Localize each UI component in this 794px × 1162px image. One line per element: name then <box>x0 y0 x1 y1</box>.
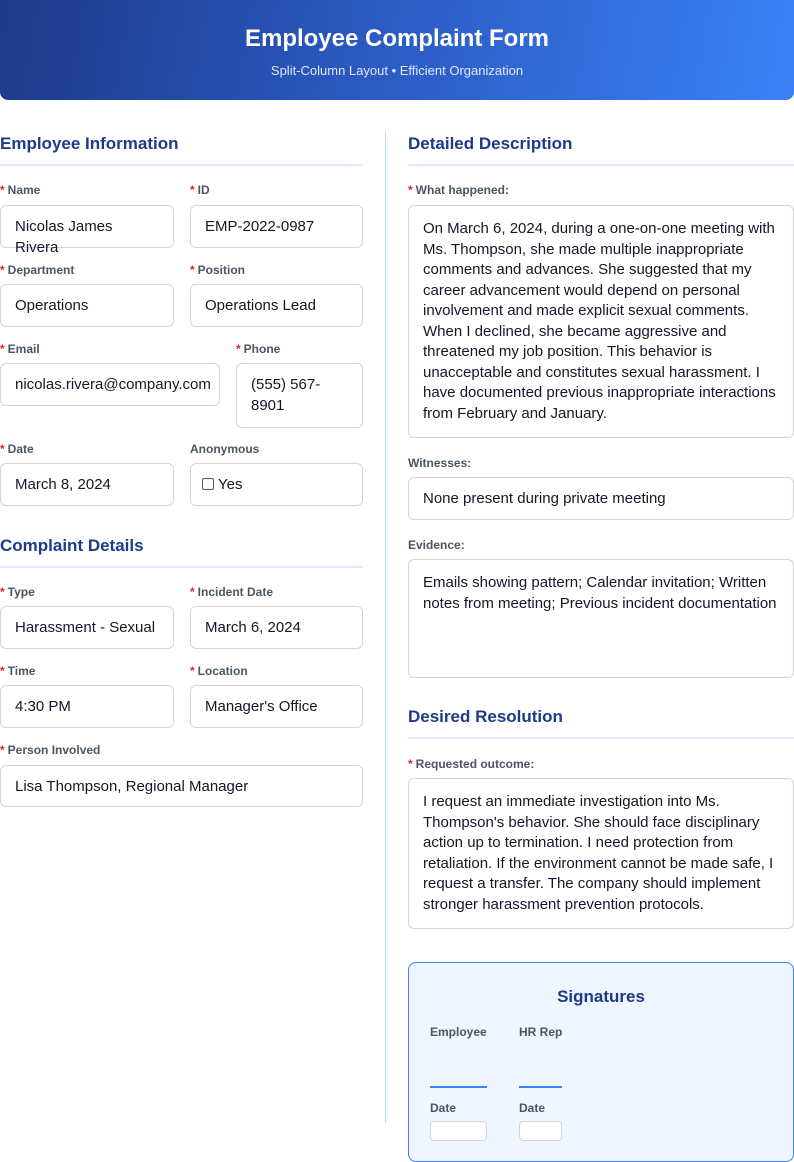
location-field[interactable]: Manager's Office <box>190 685 363 728</box>
person-involved-label: * Person Involved <box>0 743 101 757</box>
hr-signature-label: HR Rep <box>519 1025 563 1039</box>
id-field[interactable]: EMP-2022-0987 <box>190 205 363 248</box>
date-field[interactable]: March 8, 2024 <box>0 463 174 506</box>
page-subtitle: Split-Column Layout • Efficient Organization <box>270 63 524 78</box>
employee-date-label: Date <box>430 1101 457 1115</box>
phone-field[interactable]: (555) 567-8901 <box>236 363 363 428</box>
time-field[interactable]: 4:30 PM <box>0 685 174 728</box>
anonymous-label: Anonymous <box>190 442 260 456</box>
person-involved-field[interactable]: Lisa Thompson, Regional Manager <box>0 765 363 807</box>
department-field[interactable]: Operations <box>0 284 174 327</box>
witnesses-label: Witnesses: <box>408 456 472 470</box>
requested-outcome-textarea[interactable]: I request an immediate investigation into Ms. Thompson's behavior. She should face disciplinary action up to termination. I need protection from retaliation. If the environment cannot be made safe, I request a transfer. The company should implement stronger harassment prevention protocols. <box>408 778 794 929</box>
type-field[interactable]: Harassment - Sexual <box>0 606 174 649</box>
type-label: * Type <box>0 585 35 599</box>
time-label: * Time <box>0 664 36 678</box>
evidence-textarea[interactable]: Emails showing pattern; Calendar invitation; Written notes from meeting; Previous incident documentation <box>408 559 794 678</box>
employee-signature-line[interactable] <box>430 1086 487 1088</box>
what-happened-label: * What happened: <box>408 183 509 197</box>
anonymous-option-label[interactable]: Yes <box>218 476 243 493</box>
employee-date-field[interactable] <box>430 1121 487 1141</box>
anonymous-field <box>190 463 363 506</box>
phone-label: * Phone <box>236 342 281 356</box>
date-label: * Date <box>0 442 34 456</box>
requested-outcome-label: * Requested outcome: <box>408 757 535 771</box>
section-detailed-description: Detailed Description <box>408 134 794 166</box>
email-field[interactable]: nicolas.rivera@company.com <box>0 363 220 406</box>
section-employee-information: Employee Information <box>0 134 363 166</box>
position-field[interactable]: Operations Lead <box>190 284 363 327</box>
name-label: * Name <box>0 183 41 197</box>
evidence-label: Evidence: <box>408 538 465 552</box>
position-label: * Position <box>190 263 246 277</box>
hr-signature-line[interactable] <box>519 1086 562 1088</box>
witnesses-field[interactable]: None present during private meeting <box>408 477 794 520</box>
section-complaint-details: Complaint Details <box>0 536 363 568</box>
page-title: Employee Complaint Form <box>244 25 550 52</box>
signatures-heading: Signatures <box>557 987 645 1006</box>
name-field[interactable]: Nicolas James Rivera <box>0 205 174 248</box>
location-label: * Location <box>190 664 248 678</box>
section-desired-resolution: Desired Resolution <box>408 707 794 739</box>
hr-date-field[interactable] <box>519 1121 562 1141</box>
what-happened-textarea[interactable]: On March 6, 2024, during a one-on-one meeting with Ms. Thompson, she made multiple inappropriate comments and advances. She suggested that my career advancement would depend on personal involvement and made explicit sexual comments. When I declined, she became aggressive and threatened my job position. This behavior is unacceptable and constitutes sexual harassment. I have documented previous inappropriate interactions from February and January. <box>408 205 794 438</box>
incident-date-field[interactable]: March 6, 2024 <box>190 606 363 649</box>
hr-date-label: Date <box>519 1101 546 1115</box>
department-label: * Department <box>0 263 75 277</box>
form-header <box>0 0 794 100</box>
incident-date-label: * Incident Date <box>190 585 274 599</box>
id-label: * ID <box>190 183 210 197</box>
column-divider <box>385 132 386 1123</box>
email-label: * Email <box>0 342 40 356</box>
signatures-box <box>408 962 794 1162</box>
employee-signature-label: Employee <box>430 1025 487 1039</box>
anonymous-checkbox[interactable] <box>202 478 214 490</box>
